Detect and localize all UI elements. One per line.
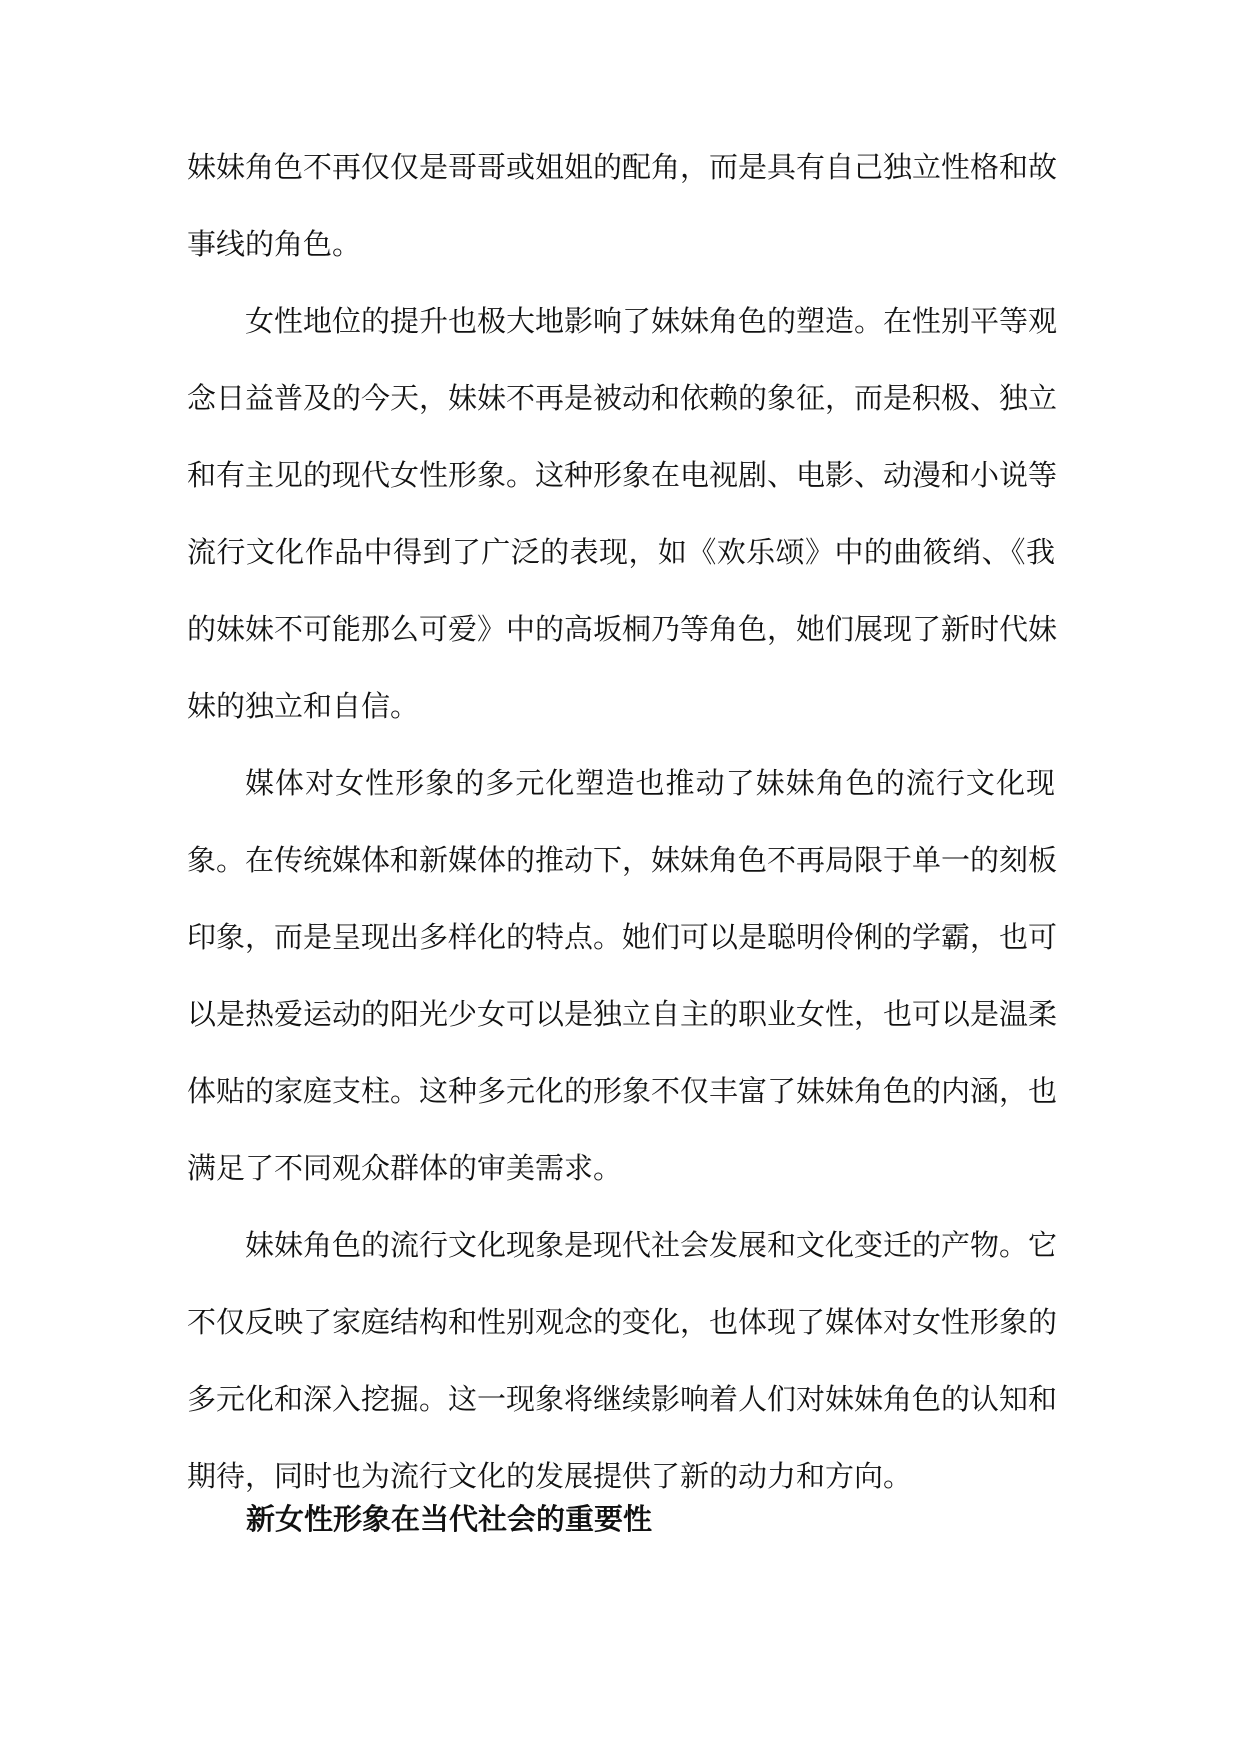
paragraph-line: 和有主见的现代女性形象。这种形象在电视剧、电影、动漫和小说等 [187, 458, 1058, 492]
paragraph-line: 期待，同时也为流行文化的发展提供了新的动力和方向。 [187, 1459, 913, 1493]
paragraph-line: 妹妹角色不再仅仅是哥哥或姐姐的配角，而是具有自己独立性格和故 [187, 150, 1058, 184]
paragraph-line: 体贴的家庭支柱。这种多元化的形象不仅丰富了妹妹角色的内涵，也 [187, 1074, 1058, 1108]
paragraph-line: 事线的角色。 [187, 227, 362, 261]
paragraph-line: 满足了不同观众群体的审美需求。 [187, 1151, 623, 1185]
paragraph-line: 不仅反映了家庭结构和性别观念的变化，也体现了媒体对女性形象的 [187, 1305, 1058, 1339]
paragraph-line: 以是热爱运动的阳光少女可以是独立自主的职业女性，也可以是温柔 [187, 997, 1058, 1031]
body-text [187, 136, 1058, 1522]
paragraph-line: 妹的独立和自信。 [187, 689, 420, 723]
section-heading: 新女性形象在当代社会的重要性 [246, 1502, 653, 1536]
paragraph-line: 象。在传统媒体和新媒体的推动下，妹妹角色不再局限于单一的刻板 [187, 843, 1058, 877]
paragraph-line: 念日益普及的今天，妹妹不再是被动和依赖的象征，而是积极、独立 [187, 381, 1058, 415]
paragraph-line: 印象，而是呈现出多样化的特点。她们可以是聪明伶俐的学霸，也可 [187, 920, 1058, 954]
paragraph-line: 妹妹角色的流行文化现象是现代社会发展和文化变迁的产物。它 [245, 1228, 1058, 1262]
paragraph-line: 女性地位的提升也极大地影响了妹妹角色的塑造。在性别平等观 [245, 304, 1058, 338]
paragraph-line: 流行文化作品中得到了广泛的表现，如《欢乐颂》中的曲筱绡、《我 [187, 535, 1055, 569]
paragraph-line: 的妹妹不可能那么可爱》中的高坂桐乃等角色，她们展现了新时代妹 [187, 612, 1058, 646]
paragraph-line: 媒体对女性形象的多元化塑造也推动了妹妹角色的流行文化现 [245, 766, 1055, 800]
paragraph-line: 多元化和深入挖掘。这一现象将继续影响着人们对妹妹角色的认知和 [187, 1382, 1058, 1416]
